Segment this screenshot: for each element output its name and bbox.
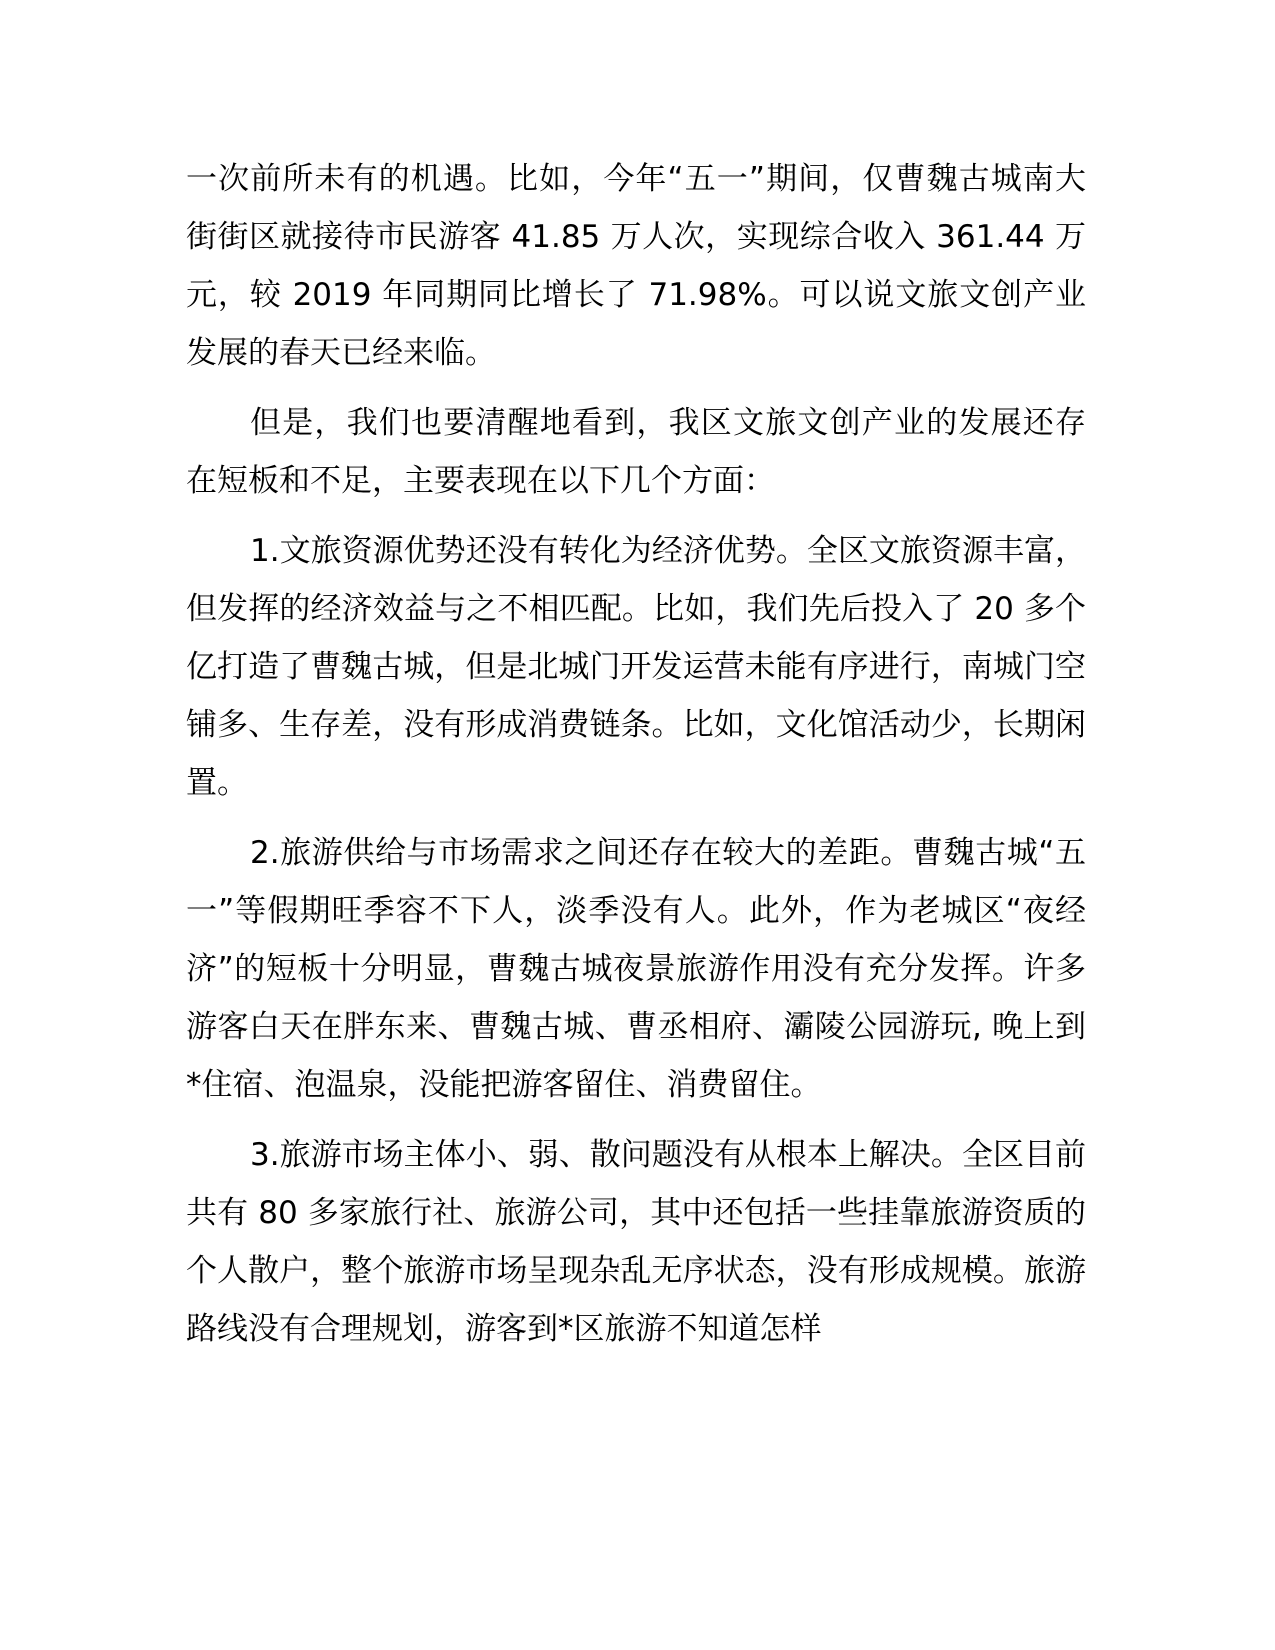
paragraph-opportunity: 一次前所未有的机遇。比如，今年“五一”期间，仅曹魏古城南大街街区就接待市民游客 41.85 万人次，实现综合收入 361.44 万元，较 2019 年同期同比增长了 71.98%。可以说文旅文创产业发展的春天已经来临。	[186, 161, 1086, 371]
paragraph-point-1: 1.文旅资源优势还没有转化为经济优势。全区文旅资源丰富，但发挥的经济效益与之不相匹配。比如，我们先后投入了 20 多个亿打造了曹魏古城，但是北城门开发运营未能有序进行，南城门空铺多、生存差，没有形成消费链条。比如，文化馆活动少，长期闲置。	[186, 533, 1086, 801]
paragraph-shortcomings-intro: 但是，我们也要清醒地看到，我区文旅文创产业的发展还存在短板和不足，主要表现在以下几个方面：	[186, 405, 1086, 499]
document-body	[186, 150, 1086, 1370]
paragraph-point-3: 3.旅游市场主体小、弱、散问题没有从根本上解决。全区目前共有 80 多家旅行社、旅游公司，其中还包括一些挂靠旅游资质的个人散户，整个旅游市场呈现杂乱无序状态，没有形成规模。旅游路线没有合理规划，游客到*区旅游不知道怎样	[186, 1137, 1086, 1347]
paragraph-point-2: 2.旅游供给与市场需求之间还存在较大的差距。曹魏古城“五一”等假期旺季容不下人，淡季没有人。此外，作为老城区“夜经济”的短板十分明显，曹魏古城夜景旅游作用没有充分发挥。许多游客白天在胖东来、曹魏古城、曹丞相府、灞陵公园游玩, 晚上到*住宿、泡温泉，没能把游客留住、消费留住。	[186, 835, 1086, 1103]
